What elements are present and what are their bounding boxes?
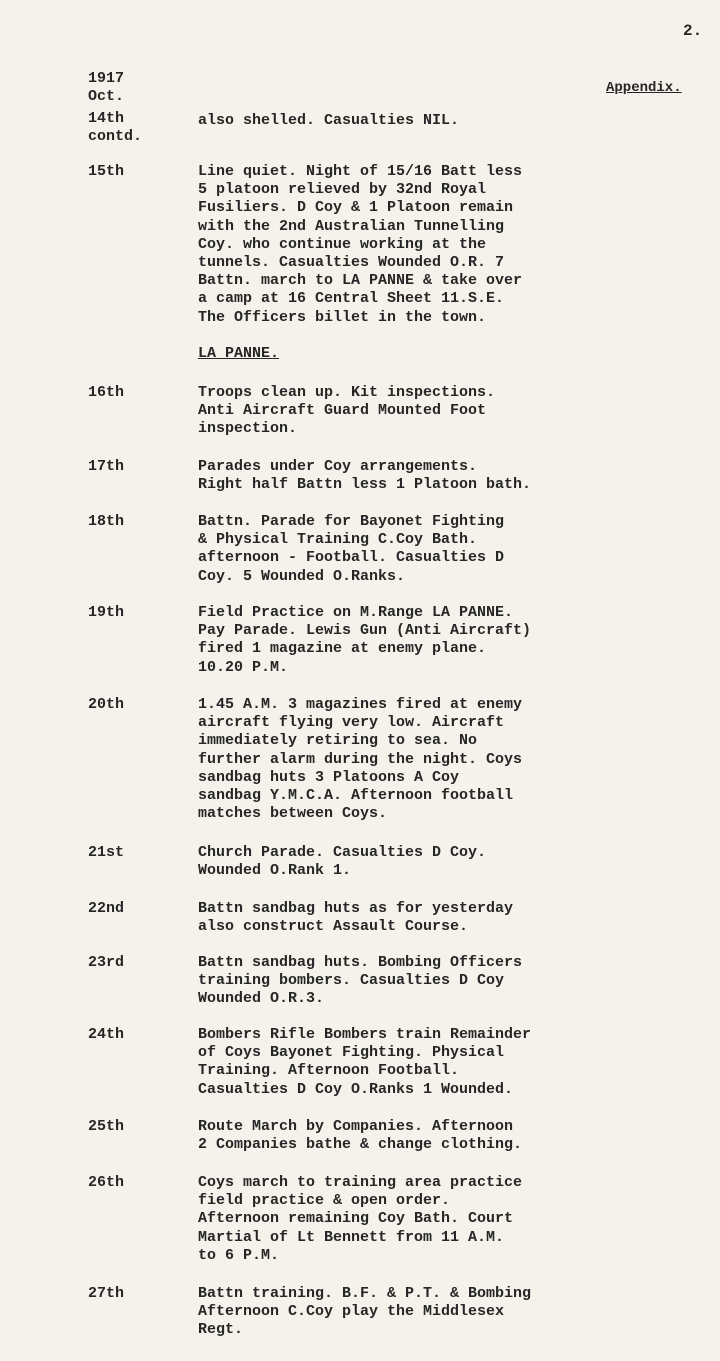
entry-date: 17th bbox=[88, 458, 125, 475]
entry-date: 24th bbox=[88, 1026, 125, 1043]
entry-date: 21st bbox=[88, 844, 125, 861]
entry-date: 27th bbox=[88, 1285, 125, 1302]
entry-date: 20th bbox=[88, 696, 125, 713]
entry-text: also shelled. Casualties NIL. bbox=[198, 112, 460, 129]
entry-text: Church Parade. Casualties D Coy. Wounded O.Rank 1. bbox=[198, 844, 487, 880]
entry-text: Troops clean up. Kit inspections. Anti Aircraft Guard Mounted Foot inspection. bbox=[198, 384, 496, 438]
entry-date: 23rd bbox=[88, 954, 125, 971]
appendix-label: Appendix. bbox=[606, 80, 682, 96]
entry-date: 16th bbox=[88, 384, 125, 401]
entry-text: Line quiet. Night of 15/16 Batt less 5 platoon relieved by 32nd Royal Fusiliers. D Coy & 1 Platoon remain with the 2nd Australian Tunnelling Coy. who continue working at the tunnels. Casualties Wounded O.R. 7 Battn. march to LA PANNE & take over a camp at 16 Central Sheet 11.S.E. The Officers billet in the town. bbox=[198, 163, 523, 326]
entry-text: Battn training. B.F. & P.T. & Bombing Afternoon C.Coy play the Middlesex Regt. bbox=[198, 1285, 532, 1339]
date-header bbox=[88, 70, 124, 106]
page-number: 2. bbox=[683, 22, 703, 40]
entry-date: 26th bbox=[88, 1174, 125, 1191]
entry-text: Battn sandbag huts. Bombing Officers training bombers. Casualties D Coy Wounded O.R.3. bbox=[198, 954, 523, 1008]
entry-text: Coys march to training area practice field practice & open order. Afternoon remaining Coy Bath. Court Martial of Lt Bennett from 11 A.M. to 6 P.M. bbox=[198, 1174, 523, 1264]
location-heading: LA PANNE. bbox=[198, 345, 280, 362]
entry-text: Battn sandbag huts as for yesterday also construct Assault Course. bbox=[198, 900, 514, 936]
entry-text: Route March by Companies. Afternoon 2 Companies bathe & change clothing. bbox=[198, 1118, 523, 1154]
entry-date: 25th bbox=[88, 1118, 125, 1135]
entry-text: Bombers Rifle Bombers train Remainder of Coys Bayonet Fighting. Physical Training. Afternoon Football. Casualties D Coy O.Ranks 1 Wounded. bbox=[198, 1026, 532, 1098]
entry-date: 15th bbox=[88, 163, 125, 180]
entry-date: 19th bbox=[88, 604, 125, 621]
entry-date: 18th bbox=[88, 513, 125, 530]
entry-date: 14th contd. bbox=[88, 110, 143, 145]
entry-text: Parades under Coy arrangements. Right half Battn less 1 Platoon bath. bbox=[198, 458, 532, 494]
entry-date: 22nd bbox=[88, 900, 125, 917]
entry-text: Battn. Parade for Bayonet Fighting & Physical Training C.Coy Bath. afternoon - Football. Casualties D Coy. 5 Wounded O.Ranks. bbox=[198, 513, 505, 585]
entry-text: Field Practice on M.Range LA PANNE. Pay Parade. Lewis Gun (Anti Aircraft) fired 1 magazine at enemy plane. 10.20 P.M. bbox=[198, 604, 532, 676]
year: 1917 bbox=[88, 70, 125, 87]
month: Oct. bbox=[88, 88, 125, 105]
entry-text: 1.45 A.M. 3 magazines fired at enemy aircraft flying very low. Aircraft immediately retiring to sea. No further alarm during the night. Coys sandbag huts 3 Platoons A Coy sandbag Y.M.C.A. Afternoon football matches between Coys. bbox=[198, 696, 523, 823]
